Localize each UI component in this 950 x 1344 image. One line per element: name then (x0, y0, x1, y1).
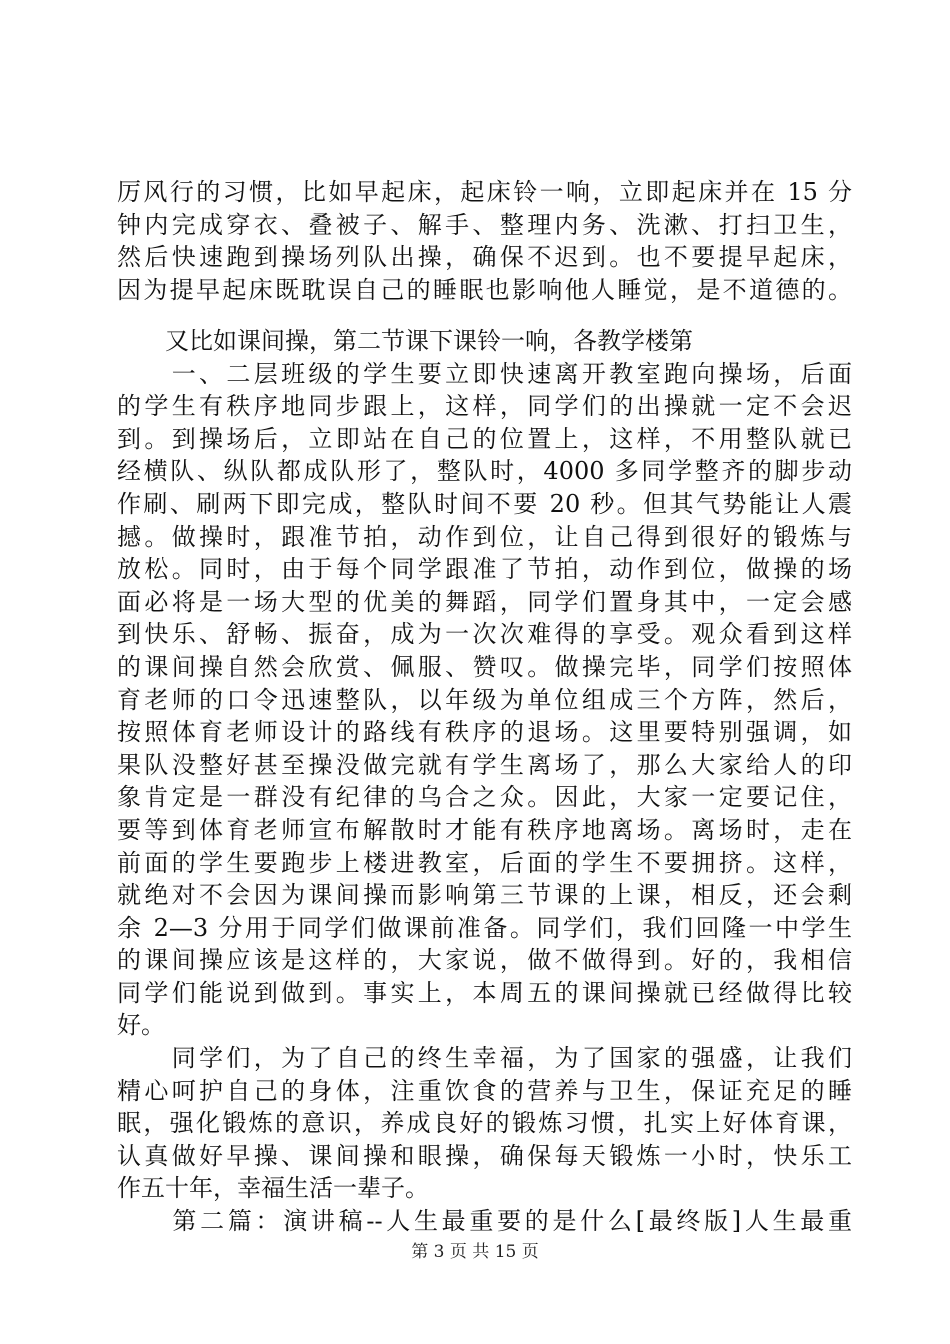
page-number-footer: 第 3 页 共 15 页 (411, 1242, 539, 1262)
text-line: 面必将是一场大型的优美的舞蹈，同学们置身其中，一定会感 (117, 587, 852, 616)
text-line: 经横队、纵队都成队形了，整队时，4000 多同学整齐的脚步动 (117, 457, 852, 486)
text-line: 果队没整好甚至操没做完就有学生离场了，那么大家给人的印 (117, 750, 852, 779)
text-line: 第二篇：演讲稿--人生最重要的是什么[最终版]人生最重 (117, 1207, 852, 1236)
text-line: 前面的学生要跑步上楼进教室，后面的学生不要拥挤。这样， (117, 848, 852, 877)
text-line: 同学们，为了自己的终生幸福，为了国家的强盛，让我们 (117, 1044, 852, 1073)
paragraph-morning-exercise (117, 176, 852, 306)
text-line: 到快乐、舒畅、振奋，成为一次次难得的享受。观众看到这样 (117, 620, 852, 649)
paragraph-break-exercise (117, 325, 852, 1238)
text-line: 厉风行的习惯，比如早起床，起床铃一响，立即起床并在 15 分 (117, 178, 852, 206)
text-line: 同学们能说到做到。事实上，本周五的课间操就已经做得比较 (117, 978, 852, 1007)
text-line: 放松。同时，由于每个同学跟准了节拍，动作到位，做操的场 (117, 555, 852, 584)
text-line: 的课间操自然会欣赏、佩服、赞叹。做操完毕，同学们按照体 (117, 652, 852, 681)
text-line: 因为提早起床既耽误自己的睡眠也影响他人睡觉，是不道德的。 (117, 275, 852, 304)
text-line: 象肯定是一群没有纪律的乌合之众。因此，大家一定要记住， (117, 783, 852, 812)
text-line: 余 2—3 分用于同学们做课前准备。同学们，我们回隆一中学生 (117, 913, 852, 942)
text-line: 认真做好早操、课间操和眼操，确保每天锻炼一小时，快乐工 (117, 1141, 852, 1170)
text-line: 就绝对不会因为课间操而影响第三节课的上课，相反，还会剩 (117, 881, 852, 910)
text-line: 钟内完成穿衣、叠被子、解手、整理内务、洗漱、打扫卫生， (117, 210, 852, 239)
text-line: 作刷、刷两下即完成，整队时间不要 20 秒。但其气势能让人震 (117, 489, 852, 518)
text-line: 按照体育老师设计的路线有秩序的退场。这里要特别强调，如 (117, 718, 852, 747)
text-line: 要等到体育老师宣布解散时才能有秩序地离场。离场时，走在 (117, 815, 852, 844)
text-line: 又比如课间操，第二节课下课铃一响，各教学楼第 (117, 327, 693, 355)
text-line: 然后快速跑到操场列队出操，确保不迟到。也不要提早起床， (117, 243, 852, 272)
text-line: 眠，强化锻炼的意识，养成良好的锻炼习惯，扎实上好体育课， (117, 1109, 852, 1138)
text-line: 的课间操应该是这样的，大家说，做不做得到。好的，我相信 (117, 946, 852, 975)
text-line: 到。到操场后，立即站在自己的位置上，这样，不用整队就已 (117, 424, 852, 453)
text-line: 育老师的口令迅速整队，以年级为单位组成三个方阵，然后， (117, 685, 852, 714)
text-line: 作五十年，幸福生活一辈子。 (117, 1174, 429, 1203)
text-line: 撼。做操时，跟准节拍，动作到位，让自己得到很好的锻炼与 (117, 522, 852, 551)
text-line: 好。 (117, 1011, 165, 1040)
text-line: 精心呵护自己的身体，注重饮食的营养与卫生，保证充足的睡 (117, 1076, 852, 1105)
text-line: 一、二层班级的学生要立即快速离开教室跑向操场，后面 (117, 359, 852, 388)
text-line: 的学生有秩序地同步跟上，这样，同学们的出操就一定不会迟 (117, 392, 852, 421)
